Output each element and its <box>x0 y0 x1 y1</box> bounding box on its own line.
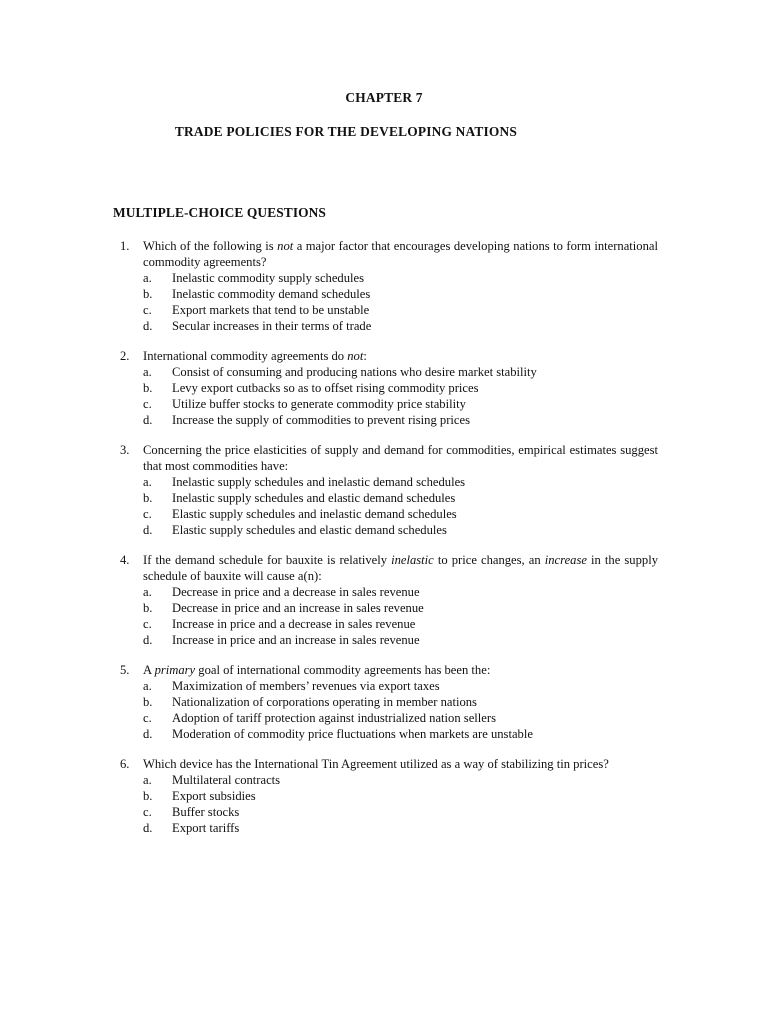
question-number: 1. <box>120 239 130 253</box>
choice-list <box>143 772 658 836</box>
choice-item <box>143 270 658 286</box>
choice-list <box>143 474 658 538</box>
choice-letter: b. <box>143 287 153 301</box>
chapter-title: TRADE POLICIES FOR THE DEVELOPING NATIONS <box>174 124 518 139</box>
question-stem-emphasis: increase <box>544 553 587 567</box>
choice-text: Levy export cutbacks so as to offset rising commodity prices <box>172 381 479 395</box>
question-stem-text: If the demand schedule for bauxite is relatively <box>143 553 392 567</box>
choice-text: Consist of consuming and producing nations who desire market stability <box>172 365 537 379</box>
choice-item <box>143 600 658 616</box>
choice-item <box>143 694 658 710</box>
question-stem-emphasis: primary <box>154 663 196 677</box>
question-stem <box>143 348 658 364</box>
choice-item <box>143 804 658 820</box>
choice-item <box>143 318 658 334</box>
choice-letter: a. <box>143 365 152 379</box>
choice-letter: a. <box>143 585 152 599</box>
choice-letter: a. <box>143 773 152 787</box>
choice-item <box>143 302 658 318</box>
question-stem <box>143 662 658 678</box>
choice-item <box>143 364 658 380</box>
question-item <box>113 662 658 742</box>
choice-letter: c. <box>143 617 152 631</box>
choice-letter: a. <box>143 475 152 489</box>
choice-text: Secular increases in their terms of trade <box>172 319 372 333</box>
choice-item <box>143 584 658 600</box>
choice-letter: b. <box>143 601 153 615</box>
choice-item <box>143 820 658 836</box>
choice-letter: d. <box>143 727 153 741</box>
choice-text: Elastic supply schedules and inelastic demand schedules <box>172 507 457 521</box>
choice-list <box>143 678 658 742</box>
choice-item <box>143 726 658 742</box>
choice-item <box>143 412 658 428</box>
question-number: 6. <box>120 757 130 771</box>
question-number: 3. <box>120 443 130 457</box>
choice-item <box>143 396 658 412</box>
question-stem-emphasis: not <box>347 349 364 363</box>
question-stem-text: goal of international commodity agreements has been the: <box>195 663 491 677</box>
question-stem-text: A <box>143 663 155 677</box>
choice-letter: b. <box>143 491 153 505</box>
question-stem-text: a major factor that encourages developing nations to form international commodity agreements? <box>143 239 658 269</box>
choice-text: Maximization of members’ revenues via export taxes <box>172 679 440 693</box>
choice-letter: b. <box>143 381 153 395</box>
choice-list <box>143 584 658 648</box>
choice-item <box>143 788 658 804</box>
choice-letter: d. <box>143 821 153 835</box>
choice-letter: c. <box>143 711 152 725</box>
choice-item <box>143 632 658 648</box>
section-heading: MULTIPLE-CHOICE QUESTIONS <box>113 205 326 220</box>
choice-item <box>143 490 658 506</box>
question-stem <box>143 756 658 772</box>
question-stem-text: to price changes, an <box>433 553 545 567</box>
choice-letter: c. <box>143 303 152 317</box>
choice-text: Export subsidies <box>172 789 256 803</box>
choice-text: Increase the supply of commodities to prevent rising prices <box>172 413 470 427</box>
choice-letter: c. <box>143 397 152 411</box>
choice-letter: d. <box>143 413 153 427</box>
question-stem-text: International commodity agreements do <box>143 349 348 363</box>
choice-item <box>143 474 658 490</box>
question-stem <box>143 238 658 270</box>
choice-letter: c. <box>143 507 152 521</box>
choice-text: Moderation of commodity price fluctuations when markets are unstable <box>172 727 533 741</box>
choice-text: Inelastic commodity supply schedules <box>172 271 365 285</box>
choice-letter: a. <box>143 679 152 693</box>
choice-text: Increase in price and an increase in sales revenue <box>172 633 420 647</box>
choice-item <box>143 710 658 726</box>
chapter-heading: CHAPTER 7 <box>345 90 423 105</box>
question-stem-text: Which device has the International Tin Agreement utilized as a way of stabilizing tin prices? <box>143 757 609 771</box>
choice-text: Export tariffs <box>172 821 240 835</box>
choice-list <box>143 270 658 334</box>
choice-text: Elastic supply schedules and elastic demand schedules <box>172 523 447 537</box>
choice-letter: a. <box>143 271 152 285</box>
choice-letter: d. <box>143 319 153 333</box>
question-item <box>113 552 658 648</box>
choice-letter: b. <box>143 789 153 803</box>
choice-item <box>143 616 658 632</box>
choice-letter: d. <box>143 523 153 537</box>
question-stem-text: : <box>363 349 367 363</box>
choice-text: Decrease in price and an increase in sales revenue <box>172 601 424 615</box>
choice-item <box>143 286 658 302</box>
question-number: 2. <box>120 349 130 363</box>
choice-text: Nationalization of corporations operating in member nations <box>172 695 477 709</box>
choice-letter: d. <box>143 633 153 647</box>
choice-text: Inelastic supply schedules and inelastic demand schedules <box>172 475 466 489</box>
choice-text: Adoption of tariff protection against industrialized nation sellers <box>172 711 496 725</box>
question-stem-text: Concerning the price elasticities of supply and demand for commodities, empirical estimates suggest that most commodities have: <box>143 443 658 473</box>
question-list <box>113 238 658 850</box>
choice-item <box>143 772 658 788</box>
choice-text: Utilize buffer stocks to generate commodity price stability <box>172 397 466 411</box>
choice-text: Buffer stocks <box>172 805 240 819</box>
question-stem-text: Which of the following is <box>143 239 278 253</box>
question-item <box>113 756 658 836</box>
choice-item <box>143 506 658 522</box>
choice-text: Decrease in price and a decrease in sales revenue <box>172 585 420 599</box>
choice-item <box>143 522 658 538</box>
question-number: 5. <box>120 663 130 677</box>
choice-item <box>143 380 658 396</box>
question-stem-emphasis: inelastic <box>391 553 434 567</box>
question-stem-text: in the supply schedule of bauxite will cause a(n): <box>143 553 658 583</box>
question-stem <box>143 552 658 584</box>
choice-list <box>143 364 658 428</box>
choice-text: Export markets that tend to be unstable <box>172 303 370 317</box>
choice-text: Inelastic supply schedules and elastic demand schedules <box>172 491 456 505</box>
question-stem <box>143 442 658 474</box>
question-number: 4. <box>120 553 130 567</box>
question-item <box>113 238 658 334</box>
choice-text: Multilateral contracts <box>172 773 281 787</box>
choice-letter: c. <box>143 805 152 819</box>
question-item <box>113 348 658 428</box>
choice-letter: b. <box>143 695 153 709</box>
choice-text: Inelastic commodity demand schedules <box>172 287 371 301</box>
choice-text: Increase in price and a decrease in sales revenue <box>172 617 416 631</box>
choice-item <box>143 678 658 694</box>
question-item <box>113 442 658 538</box>
question-stem-emphasis: not <box>277 239 294 253</box>
